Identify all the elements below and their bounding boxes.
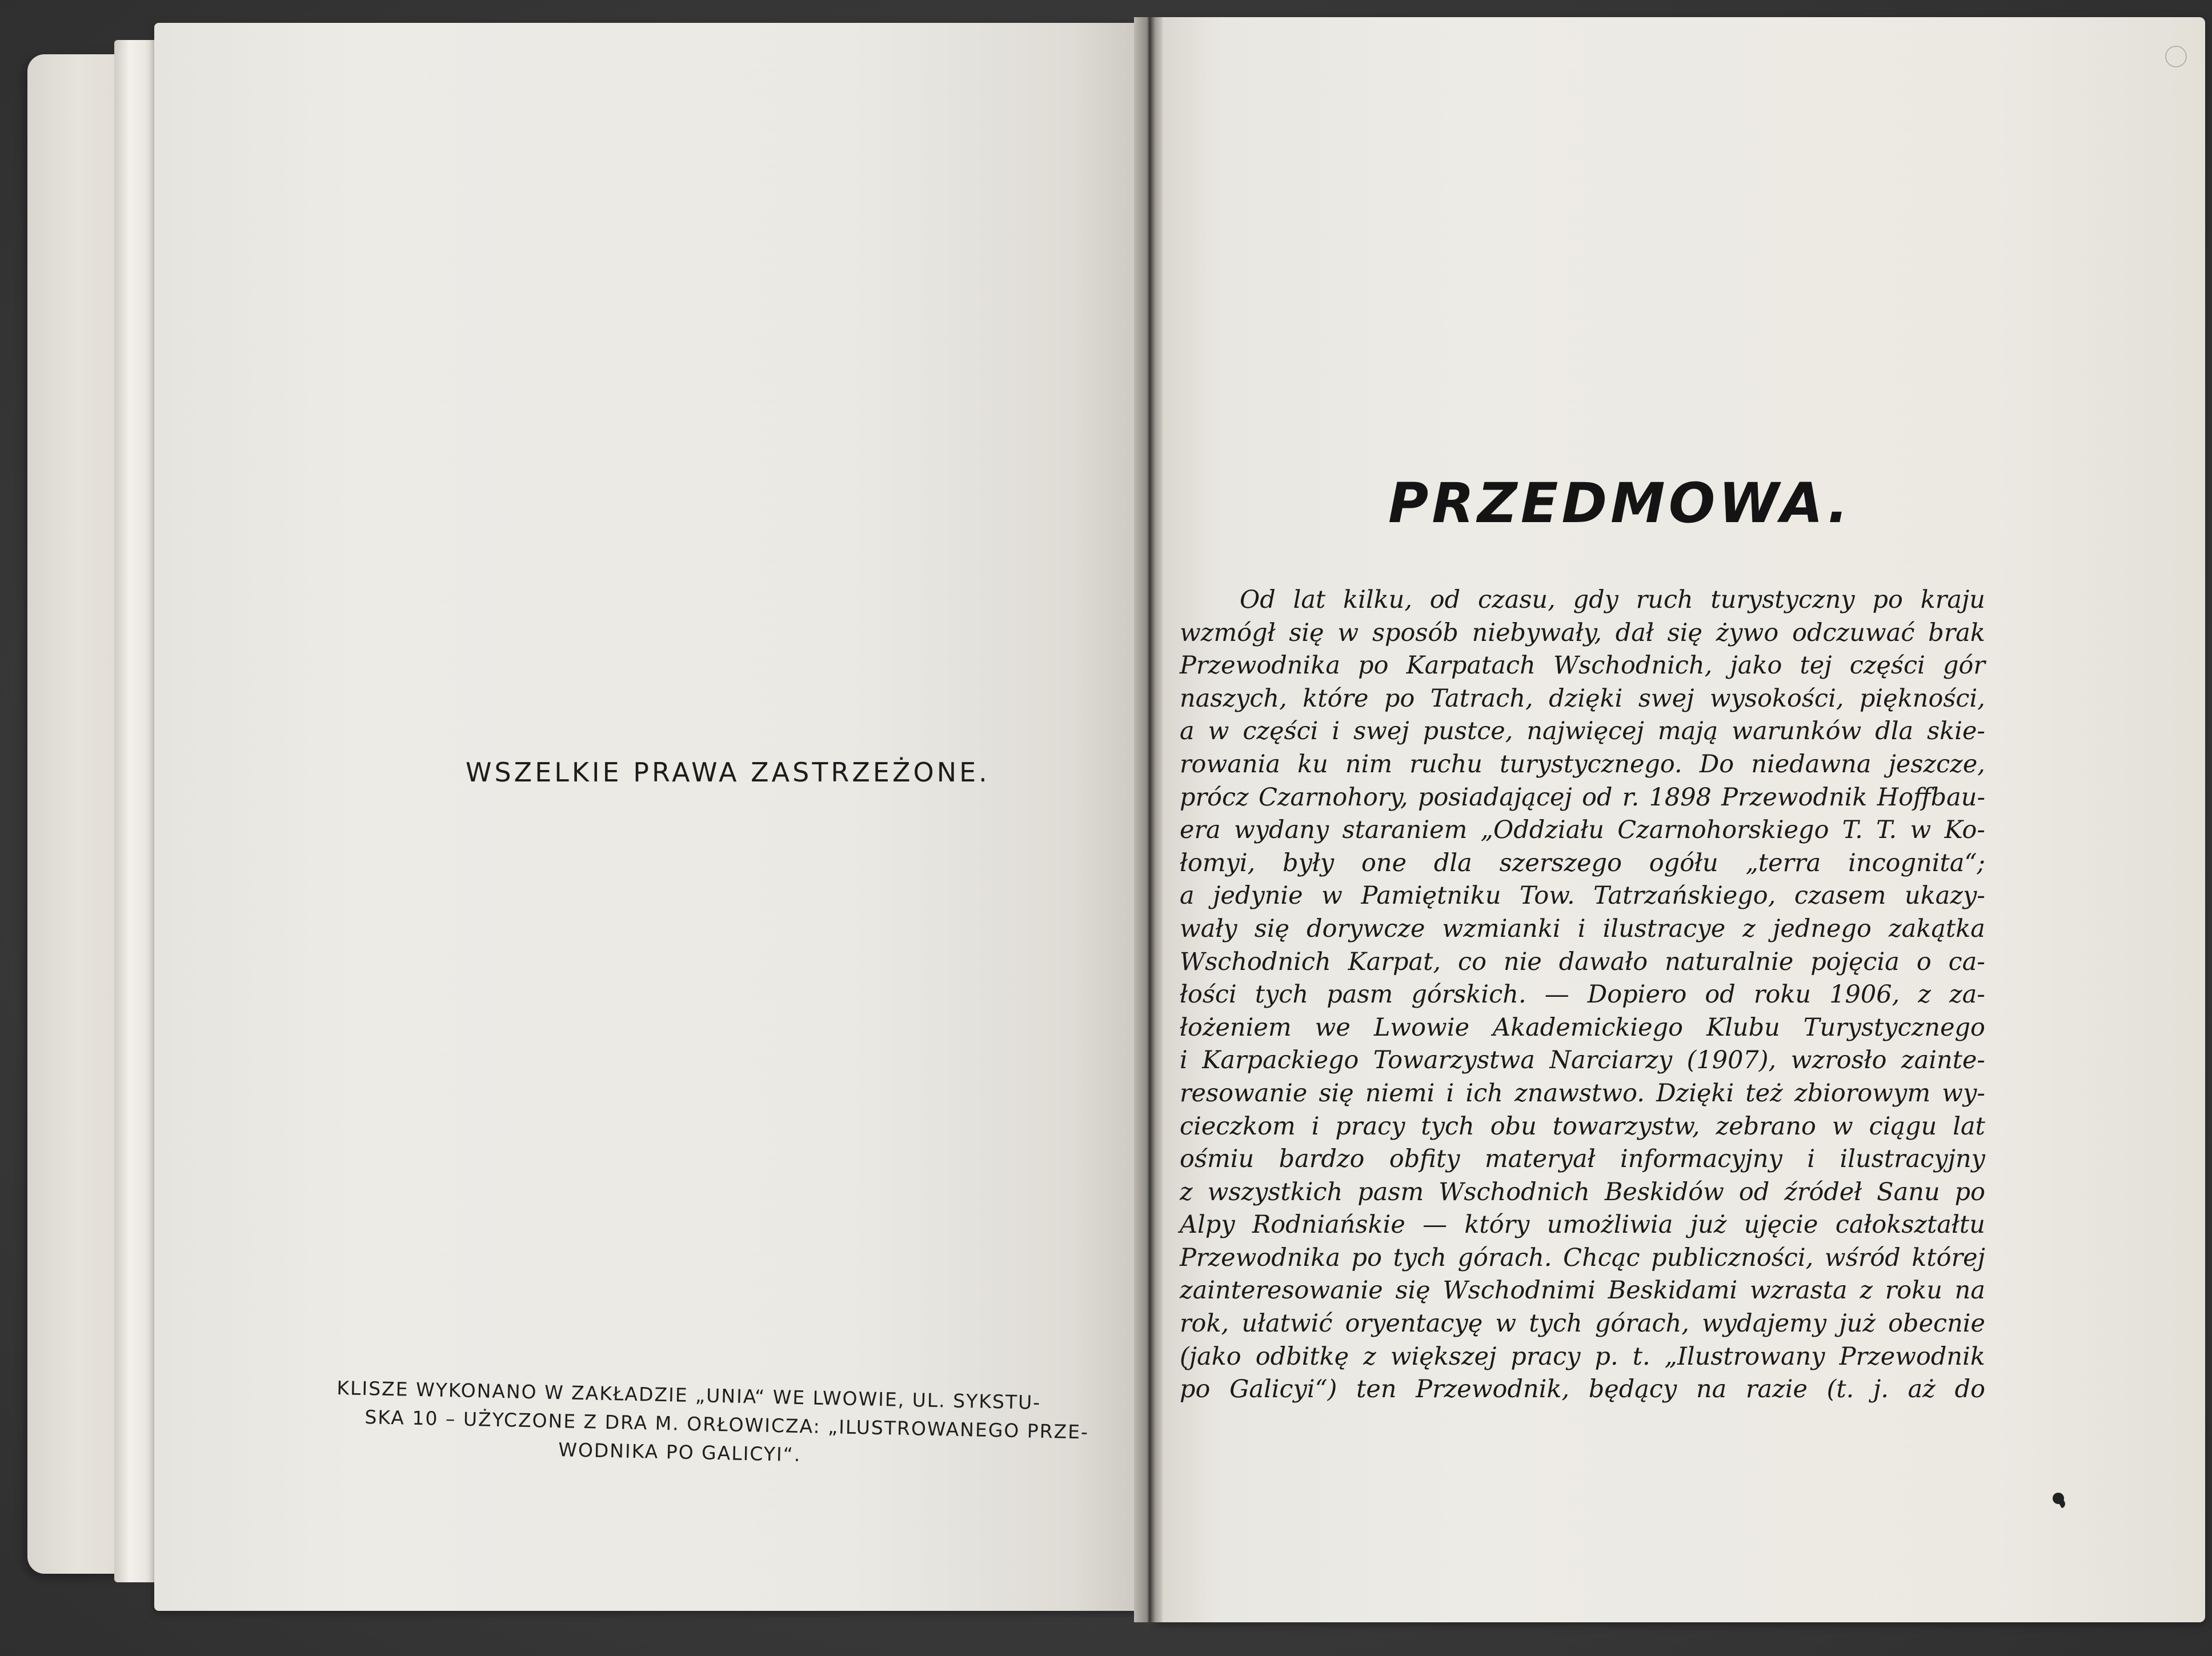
colophon-line: SKA 10 – UŻYCZONE Z DRA M. ORŁOWICZA: „ILUSTROWANEGO PRZE- [364, 1406, 1089, 1444]
rights-notice: WSZELKIE PRAWA ZASTRZEŻONE. [466, 757, 990, 788]
body-line: wały się dorywcze wzmianki i ilustracye z jednego zakątka [1180, 914, 1985, 943]
body-line: zainteresowanie się Wschodnimi Beskidami wzrasta z roku na [1180, 1276, 1985, 1305]
body-line: rowania ku nim ruchu turystycznego. Do niedawna jeszcze, [1180, 749, 1985, 779]
book-gutter [1134, 17, 1163, 1622]
body-line: a w części i swej pustce, najwięcej mają warunków dla skie- [1180, 717, 1985, 746]
body-line: rok, ułatwić oryentacyę w tych górach, wydajemy już obecnie [1180, 1309, 1985, 1338]
body-line: łości tych pasm górskich. — Dopiero od roku 1906, z za- [1180, 980, 1985, 1009]
body-line: cieczkom i pracy tych obu towarzystw, zebrano w ciągu lat [1180, 1112, 1985, 1141]
body-line: łożeniem we Lwowie Akademickiego Klubu Turystycznego [1180, 1013, 1985, 1042]
body-line: naszych, które po Tatrach, dzięki swej wysokości, piękności, [1180, 684, 1985, 713]
body-line: po Galicyi“) ten Przewodnik, będący na razie (t. j. aż do [1180, 1375, 1985, 1404]
ink-blot [2053, 1493, 2064, 1504]
body-line: Przewodnika po tych górach. Chcąc publiczności, wśród której [1180, 1243, 1985, 1272]
page-corner-stamp [2165, 46, 2187, 67]
body-line: Wschodnich Karpat, co nie dawało naturalnie pojęcia o ca- [1180, 947, 1985, 976]
body-line: (jako odbitkę z większej pracy p. t. „Ilustrowany Przewodnik [1180, 1342, 1985, 1371]
body-line: wzmógł się w sposób niebywały, dał się żywo odczuwać brak [1180, 618, 1985, 647]
body-line: Alpy Rodniańskie — który umożliwia już ujęcie całokształtu [1180, 1210, 1985, 1240]
body-line: a jedynie w Pamiętniku Tow. Tatrzańskiego, czasem ukazy- [1180, 881, 1985, 911]
body-line: resowanie się niemi i ich znawstwo. Dzięki też zbiorowym wy- [1180, 1078, 1985, 1108]
preface-body [1180, 584, 1985, 1406]
left-page [154, 23, 1151, 1611]
body-line: era wydany staraniem „Oddziału Czarnohorskiego T. T. w Ko- [1180, 816, 1985, 845]
body-line: prócz Czarnohory, posiadającej od r. 1898 Przewodnik Hoffbau- [1180, 783, 1985, 812]
body-line: z wszystkich pasm Wschodnich Beskidów od źródeł Sanu po [1180, 1177, 1985, 1206]
body-line: Od lat kilku, od czasu, gdy ruch turystyczny po kraju [1240, 586, 1985, 614]
body-line: łomyi, były one dla szerszego ogółu „terra incognita“; [1180, 848, 1985, 877]
body-line: Przewodnika po Karpatach Wschodnich, jako tej części gór [1180, 651, 1985, 680]
body-line: ośmiu bardzo obfity materyał informacyjny i ilustracyjny [1180, 1145, 1985, 1174]
colophon-line: WODNIKA PO GALICYI“. [558, 1438, 802, 1466]
body-line: i Karpackiego Towarzystwa Narciarzy (1907), wzrosło zainte- [1180, 1046, 1985, 1075]
colophon-line: KLISZE WYKONANO W ZAKŁADZIE „UNIA“ WE LWOWIE, UL. SYKSTU- [336, 1376, 1041, 1414]
page-title: PRZEDMOWA. [1388, 471, 1852, 535]
colophon [335, 1374, 1131, 1476]
